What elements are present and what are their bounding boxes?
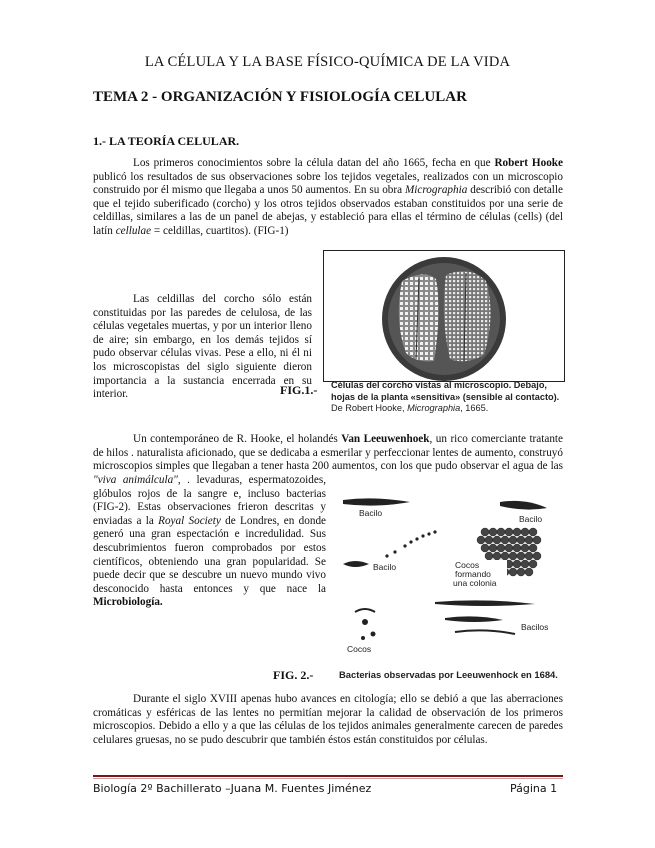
label-bacilo-right: Bacilo [519, 514, 543, 524]
figure-2-label: FIG. 2.- [273, 668, 314, 682]
label-bacilos: Bacilos [521, 622, 549, 632]
footer-page-number: Página 1 [510, 782, 558, 795]
label-bacilo-top: Bacilo [359, 508, 383, 518]
figure-1-caption: Células del corcho vistas al microscopio. Debajo, hojas de la planta «sensitiva» (sensible al contacto). De Robert Hooke, Micrographia, 1665. [331, 380, 560, 414]
paragraph-4: Durante el siglo XVIII apenas hubo avances en citología; ello se debió a que las aberraciones cromáticas y esféricas de las lentes no permitían mejorar la calidad de observación de los primeros microscopios. Debido a ello y a que las células de los tejidos animales generalmente carecen de paredes celulares gruesas, no se pudo descubrir que también éstos están constituidos por células. [93, 693, 563, 746]
paragraph-3-intro: Un contemporáneo de R. Hooke, el holandés Van Leeuwenhoek, un rico comerciante tratante de hilos . naturalista aficionado, que se dedicaba a esmerilar y perfeccionar lentes de aumento, construyó microscopios simples que llegaban a tener hasta 200 aumentos, con los que pudo observar el agua de las [93, 433, 563, 473]
paragraph-1: Los primeros conocimientos sobre la célula datan del año 1665, fecha en que Robert Hooke publicó los resultados de sus observaciones sobre los tejidos vegetales, realizados con un microscopio construido por él mismo que llegaba a unos 50 aumentos. En su obra Micrographia describió con detalle que el tejido suberificado (corcho) y los otros tejidos observados estaban constituidos por una serie de celdillas, similares a las de un panel de abejas, y estableció para ellas el término de células (cells) (del latín cellulae = celdillas, cuartitos). (FIG-1) [93, 157, 563, 237]
paragraph-2: Las celdillas del corcho sólo están constituidas por las paredes de celulosa, de las células vegetales muertas, y por un interior lleno de aire; sin embargo, en los demás tejidos sí pudo observar células vivas. Pese a ello, ni él ni los microscopistas del siglo siguiente dieron importancia a la sustancia encerrada en su interior. [93, 293, 312, 401]
chapter-title: TEMA 2 - ORGANIZACIÓN Y FISIOLOGÍA CELULAR [93, 89, 467, 105]
label-bacilo-left: Bacilo [373, 562, 397, 572]
figure-2-image [335, 494, 561, 666]
figure-2-caption: Bacterias observadas por Leeuwenhock en 1684. [339, 669, 558, 680]
footer-author: Biología 2º Bachillerato –Juana M. Fuentes Jiménez [93, 782, 372, 795]
page-header-title: LA CÉLULA Y LA BASE FÍSICO-QUÍMICA DE LA VIDA [144, 54, 511, 70]
footer-rule-shadow [93, 778, 563, 779]
svg-text:una colonia: una colonia [453, 578, 497, 588]
svg-text:formando: formando [455, 569, 491, 579]
label-cocos-colonia-1: Cocos [455, 560, 480, 570]
paragraph-3-body: "viva animálcula", . levaduras, espermatozoides, glóbulos rojos de la sangre e, incluso bacterias (FIG-2). Estas observaciones frieron descritas y enviadas a la Royal Society de Londres, en donde generó una gran espectación e incredulidad. Sus descubrimientos fueron comprobados por estos científicos, obteniendo una gran popularidad. Se puede decir que se descubre un nuevo mundo vivo desconocido hasta entonces y que nace la Microbiología. [93, 474, 326, 609]
figure-1-label: FIG.1.- [280, 383, 318, 397]
figure-1-image [323, 250, 565, 382]
section-heading: 1.- LA TEORÍA CELULAR. [93, 134, 240, 148]
label-cocos: Cocos [347, 644, 372, 654]
footer-rule [93, 775, 563, 777]
